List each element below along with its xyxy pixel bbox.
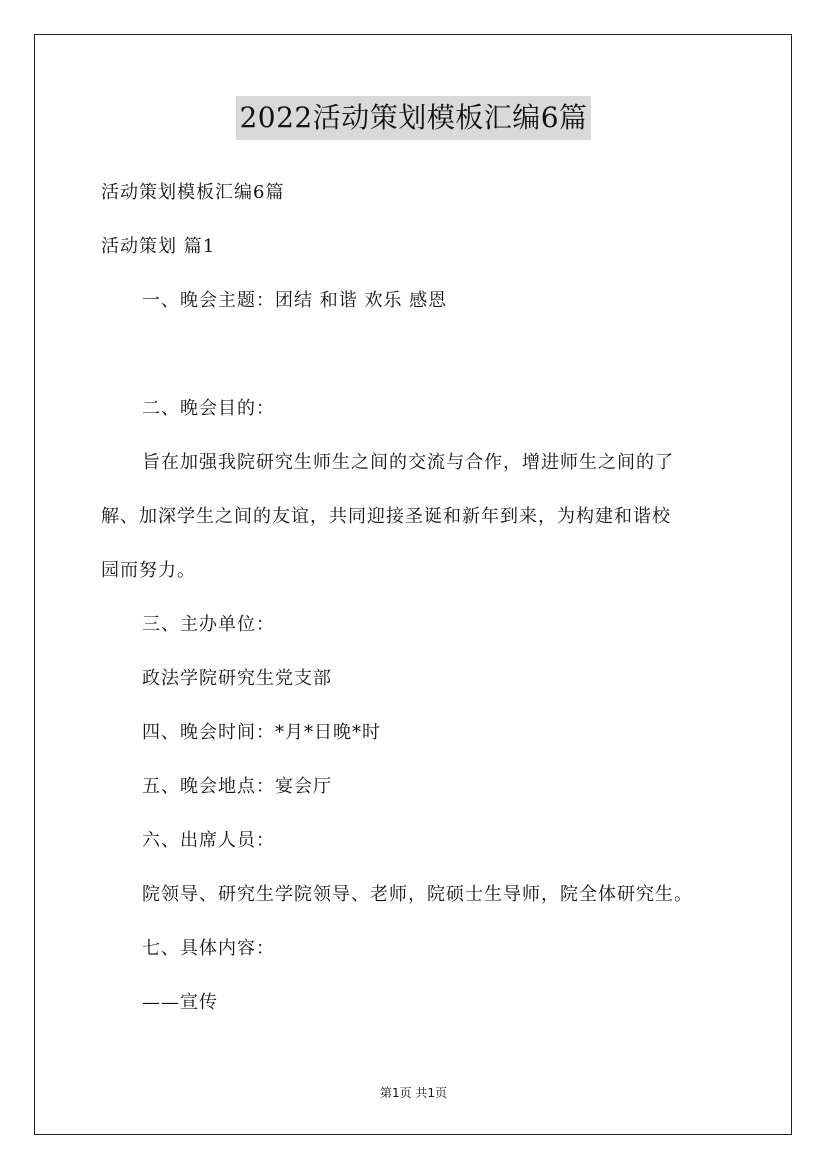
paragraph-line: ——宣传 [142,992,218,1013]
paragraph-line: 旨在加强我院研究生师生之间的交流与合作，增进师生之间的了 [142,452,674,473]
paragraph-line: 园而努力。 [101,560,196,581]
paragraph-line: 二、晚会目的： [142,398,275,419]
paragraph-line: 七、具体内容： [142,938,275,959]
document-title: 2022活动策划模板汇编6篇 [236,96,590,140]
paragraph-line: 五、晚会地点：宴会厅 [142,776,332,797]
page-footer: 第1页 共1页 [379,1086,448,1100]
paragraph-line: 政法学院研究生党支部 [142,668,332,689]
paragraph-line: 三、主办单位： [142,614,275,635]
paragraph-line: 一、晚会主题：团结 和谐 欢乐 感恩 [142,290,448,311]
title-container [0,96,827,140]
paragraph-line: 六、出席人员： [142,830,275,851]
document-subtitle: 活动策划模板汇编6篇 [101,182,285,203]
paragraph-line: 解、加深学生之间的友谊，共同迎接圣诞和新年到来，为构建和谐校 [101,506,671,527]
paragraph-line: 院领导、研究生学院领导、老师，院硕士生导师，院全体研究生。 [142,884,693,905]
paragraph-line: 四、晚会时间：*月*日晚*时 [142,722,381,743]
section-heading: 活动策划 篇1 [101,236,216,257]
